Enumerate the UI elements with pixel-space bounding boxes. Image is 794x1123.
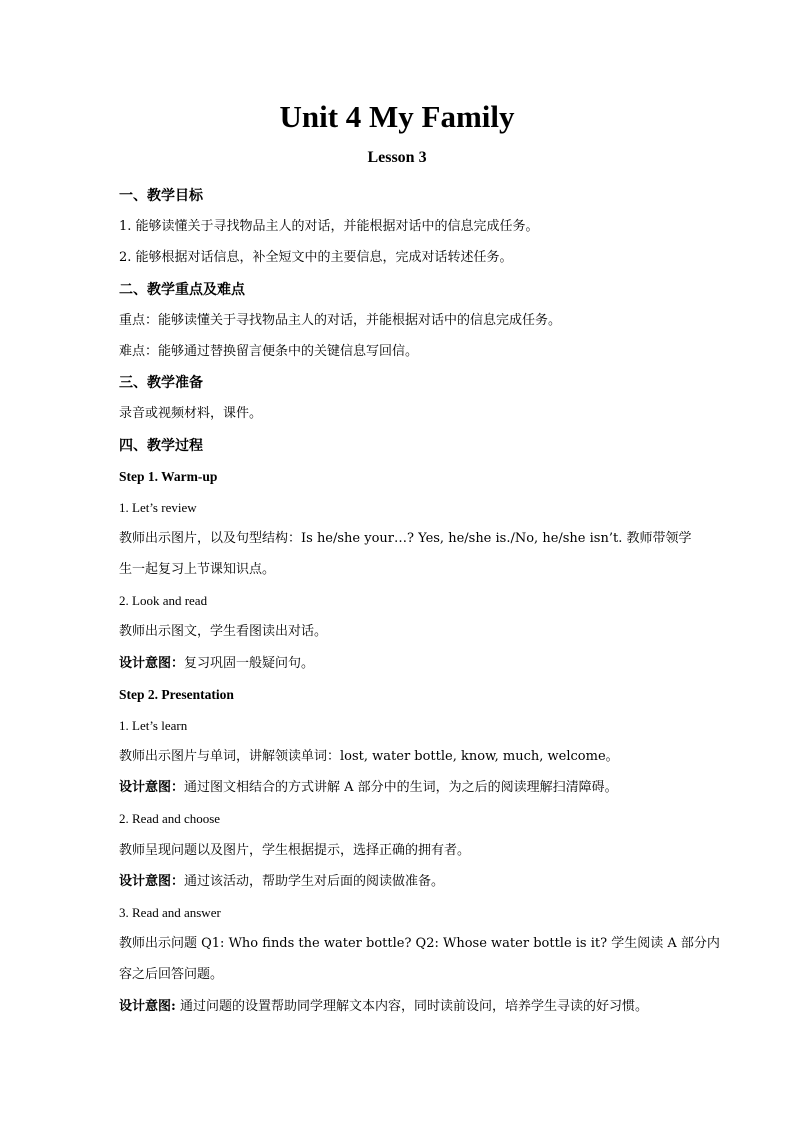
design-intent-text: 复习巩固一般疑问句。 [184, 656, 315, 671]
design-intent-label: 设计意图: [119, 999, 176, 1014]
section-heading-objectives: 一、教学目标 [119, 188, 203, 204]
activity-text: 教师出示图片，以及句型结构：Is he/she your…? Yes, he/she is./No, he/she isn’t. 教师带领学 [119, 531, 692, 546]
step-heading-presentation: Step 2. Presentation [119, 687, 234, 702]
activity-title: 3. Read and answer [119, 905, 221, 920]
preparation-text: 录音或视频材料，课件。 [119, 406, 263, 421]
design-intent-text: 通过该活动，帮助学生对后面的阅读做准备。 [184, 874, 445, 889]
activity-text: 教师出示图片与单词，讲解领读单词：lost, water bottle, know, much, welcome。 [119, 749, 619, 764]
activity-title: 2. Look and read [119, 593, 208, 608]
design-intent [119, 872, 679, 892]
design-intent-text: 通过问题的设置帮助同学理解文本内容，同时读前设问，培养学生寻读的好习惯。 [175, 999, 648, 1014]
activity-text: 容之后回答问题。 [119, 967, 224, 982]
activity-title: 1. Let’s review [119, 500, 197, 515]
activity-text: 教师呈现问题以及图片，学生根据提示，选择正确的拥有者。 [119, 843, 471, 858]
section-heading-preparation: 三、教学准备 [119, 375, 203, 391]
design-intent-label: 设计意图： [119, 656, 185, 671]
activity-text: 教师出示图文，学生看图读出对话。 [119, 624, 328, 639]
activity-text: 生一起复习上节课知识点。 [119, 562, 276, 577]
step-heading-warmup: Step 1. Warm-up [119, 469, 218, 484]
activity-text: 教师出示问题 Q1: Who finds the water bottle? Q2: Whose water bottle is it? 学生阅读 A 部分内 [119, 936, 720, 951]
objective-item: 1. 能够读懂关于寻找物品主人的对话，并能根据对话中的信息完成任务。 [119, 219, 539, 234]
objective-item: 2. 能够根据对话信息，补全短文中的主要信息，完成对话转述任务。 [119, 250, 513, 265]
section-heading-key-points: 二、教学重点及难点 [119, 282, 245, 298]
design-intent [119, 778, 679, 798]
design-intent-text: 通过图文相结合的方式讲解 A 部分中的生词，为之后的阅读理解扫清障碍。 [184, 780, 618, 795]
lesson-subtitle: Lesson 3 [367, 149, 427, 166]
design-intent-label: 设计意图： [119, 780, 185, 795]
design-intent [119, 997, 679, 1017]
activity-title: 1. Let’s learn [119, 718, 188, 733]
document-title: Unit 4 My Family [279, 99, 515, 134]
section-heading-procedure: 四、教学过程 [119, 438, 203, 454]
design-intent [119, 654, 679, 674]
difficult-point-text: 难点：能够通过替换留言便条中的关键信息写回信。 [119, 344, 419, 359]
design-intent-label: 设计意图： [119, 874, 185, 889]
key-point-text: 重点：能够读懂关于寻找物品主人的对话，并能根据对话中的信息完成任务。 [119, 313, 562, 328]
activity-title: 2. Read and choose [119, 811, 221, 826]
